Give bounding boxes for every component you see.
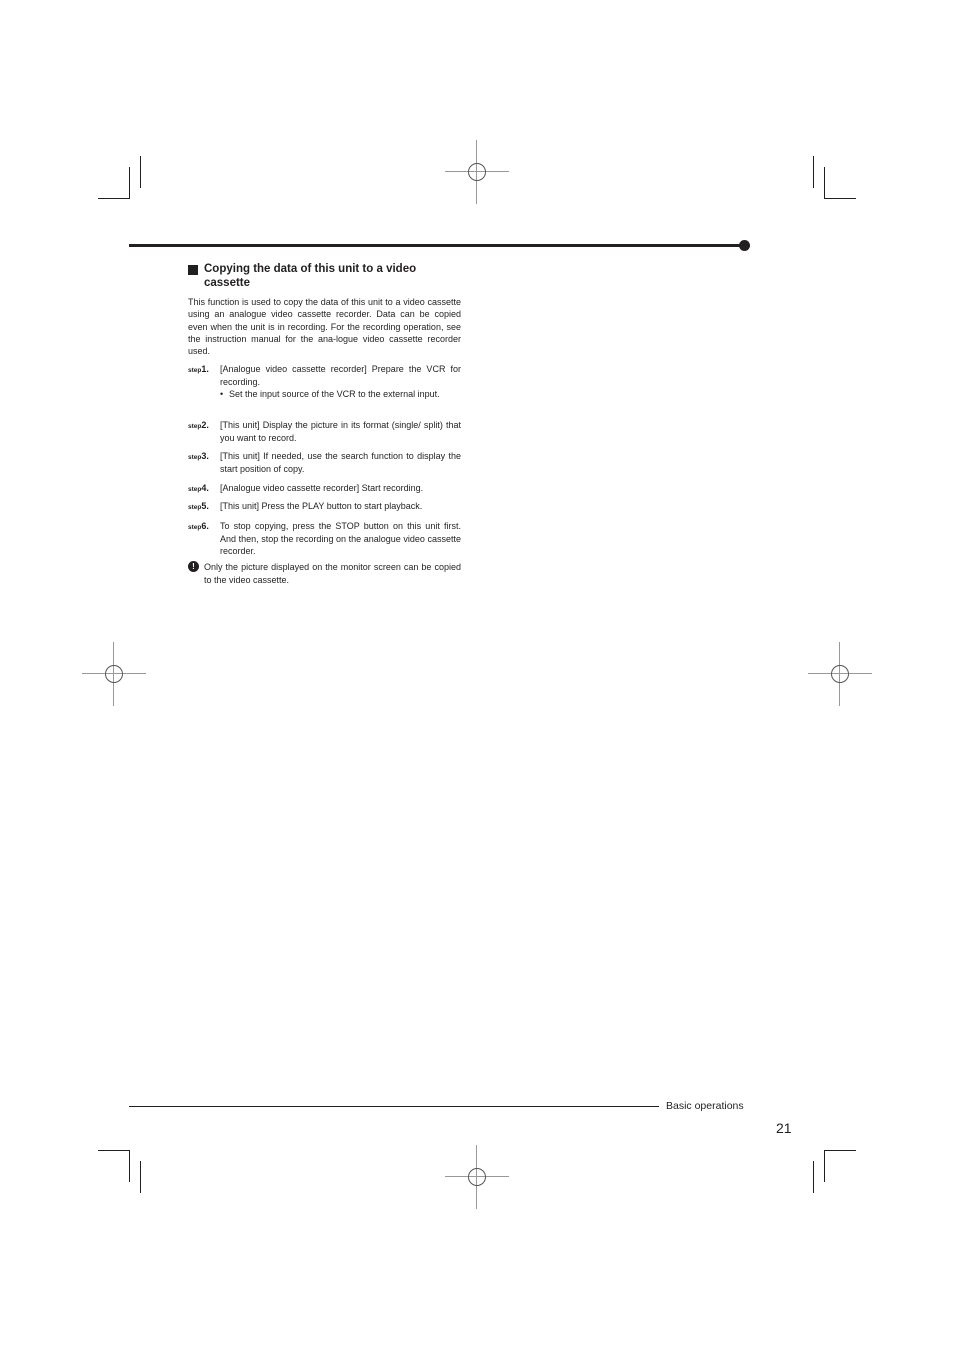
- footer-rule: [129, 1106, 659, 1107]
- section-heading: [188, 262, 463, 290]
- step-5: [188, 500, 461, 513]
- step-text: [Analogue video cassette recorder] Start recording.: [220, 483, 424, 493]
- step-4: [188, 482, 461, 495]
- note-text: Only the picture displayed on the monitor screen can be copied to the video cassette.: [204, 562, 461, 585]
- intro-paragraph: This function is used to copy the data of this unit to a video cassette using an analogue video cassette recorder. Data can be copied even when the unit is in recording. For the recording operation, see the instruction manual for the ana-logue video cassette recorder used.: [188, 297, 461, 357]
- section-title: Copying the data of this unit to a video cassette: [204, 263, 417, 289]
- step-text: [This unit] Press the PLAY button to start playback.: [220, 501, 423, 511]
- step-label: step3.: [188, 451, 209, 461]
- header-rule-end-dot: [739, 240, 750, 251]
- footer-section-label: Basic operations: [666, 1100, 744, 1112]
- square-bullet-icon: [188, 265, 198, 275]
- bullet-icon: •: [220, 389, 224, 399]
- registration-mark-right: [808, 642, 872, 706]
- step-label: step4.: [188, 483, 209, 493]
- step-label: step1.: [188, 364, 209, 374]
- exclamation-icon: !: [188, 561, 199, 572]
- step-2: [188, 419, 461, 444]
- step-text: [This unit] If needed, use the search function to display the start position of copy.: [220, 451, 461, 474]
- step-text: To stop copying, press the STOP button on this unit first. And then, stop the recording on the analogue video cassette recorder.: [220, 521, 461, 556]
- registration-mark-top: [445, 140, 509, 204]
- page-number: 21: [776, 1120, 792, 1136]
- step-label: step5.: [188, 501, 209, 511]
- step-text: [Analogue video cassette recorder] Prepare the VCR for recording.: [220, 364, 461, 387]
- step-sub-item: • Set the input source of the VCR to the external input.: [220, 389, 440, 399]
- registration-mark-bottom: [445, 1145, 509, 1209]
- step-text: [This unit] Display the picture in its format (single/ split) that you want to record.: [220, 420, 461, 443]
- step-label: step6.: [188, 521, 209, 531]
- step-6: [188, 520, 461, 558]
- step-3: [188, 450, 461, 475]
- step-1: [188, 363, 461, 400]
- caution-note: [188, 561, 461, 586]
- step-label: step2.: [188, 420, 209, 430]
- registration-mark-left: [82, 642, 146, 706]
- header-rule: [129, 244, 741, 247]
